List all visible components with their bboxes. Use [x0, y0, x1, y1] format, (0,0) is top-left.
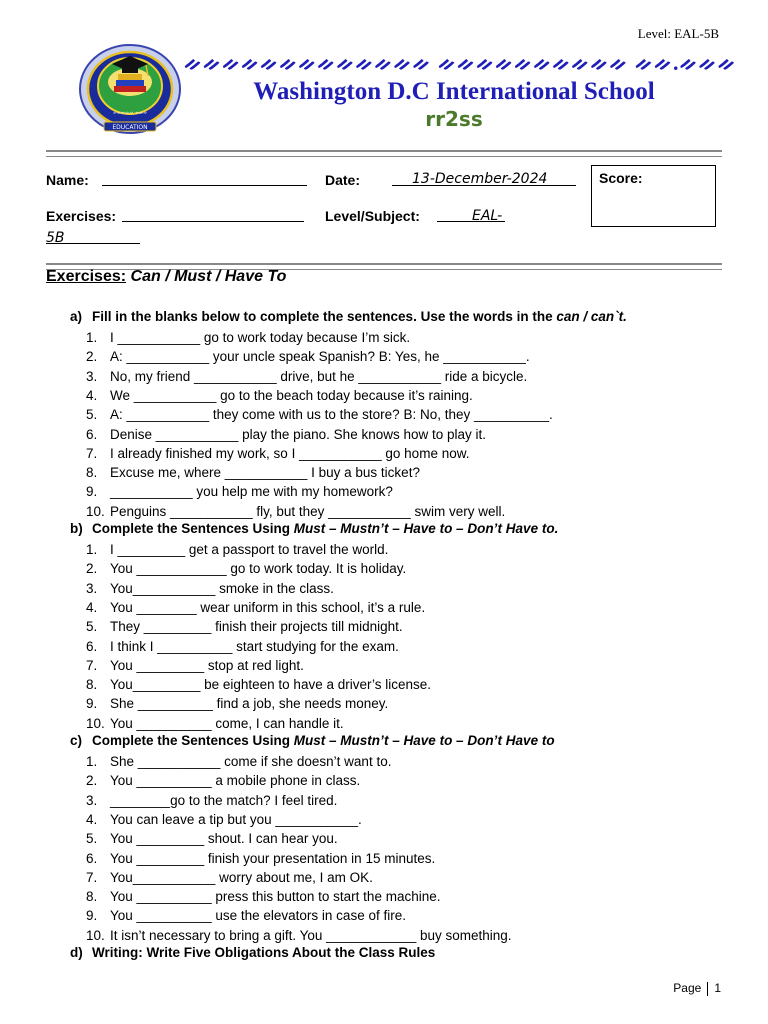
- exercise-item: [86, 868, 373, 887]
- item-text[interactable]: I ___________ go to work today because I’m sick.: [110, 330, 411, 345]
- item-text[interactable]: You_________ be eighteen to have a driver’s license.: [110, 677, 432, 692]
- name-field[interactable]: [102, 171, 307, 186]
- item-text[interactable]: No, my friend ___________ drive, but he ___________ ride a bicycle.: [110, 369, 528, 384]
- exercise-item: [86, 405, 553, 424]
- section-d-heading: [70, 945, 435, 960]
- exercises-title-topic: Can / Must / Have To: [130, 268, 287, 285]
- item-number: 1.: [86, 330, 98, 345]
- item-text[interactable]: ___________ you help me with my homework?: [110, 484, 393, 499]
- item-number: 9.: [86, 908, 98, 923]
- item-number: 6.: [86, 427, 98, 442]
- exercise-item: [86, 540, 388, 559]
- exercise-item: [86, 771, 360, 790]
- exercise-item: [86, 347, 530, 366]
- item-number: 5.: [86, 831, 98, 846]
- item-number: 3.: [86, 369, 98, 384]
- item-text[interactable]: Excuse me, where ___________ I buy a bus ticket?: [110, 465, 420, 480]
- section-letter: b): [70, 521, 83, 536]
- exercise-item: [86, 637, 399, 656]
- section-letter: c): [70, 733, 83, 748]
- section-heading-emphasis: Must – Mustn’t – Have to – Don’t Have to.: [293, 521, 559, 536]
- item-text[interactable]: A: ___________ your uncle speak Spanish? B: Yes, he ___________.: [110, 349, 530, 364]
- exercise-item: [86, 502, 505, 521]
- item-number: 2.: [86, 773, 98, 788]
- school-code: rr2ss: [425, 107, 483, 131]
- item-text[interactable]: You ________ wear uniform in this school, it’s a rule.: [110, 600, 426, 615]
- exercise-item: [86, 482, 393, 501]
- section-a-heading: [70, 309, 627, 324]
- exercise-item: [86, 463, 420, 482]
- item-number: 5.: [86, 619, 98, 634]
- item-text[interactable]: You __________ come, I can handle it.: [110, 716, 344, 731]
- item-number: 5.: [86, 407, 98, 422]
- level-subject-value: EAL-: [472, 208, 503, 224]
- level-subject-label: Level/Subject:: [325, 208, 420, 224]
- section-heading-text: Complete the Sentences Using: [92, 521, 294, 536]
- exercises-label: Exercises:: [46, 208, 117, 224]
- item-number: 3.: [86, 581, 98, 596]
- item-number: 10.: [86, 504, 105, 519]
- exercise-item: [86, 579, 334, 598]
- item-number: 2.: [86, 349, 98, 364]
- item-number: 1.: [86, 754, 98, 769]
- school-name: Washington D.C International School: [253, 78, 655, 105]
- item-text[interactable]: You___________ worry about me, I am OK.: [110, 870, 373, 885]
- exercise-item: [86, 386, 473, 405]
- exercise-item: [86, 791, 337, 810]
- exercise-item: [86, 675, 431, 694]
- section-heading-emphasis: Must – Mustn’t – Have to – Don’t Have to: [293, 733, 555, 748]
- school-name-khmer: ᨀᨀᨀᨀᨀᨀᨀᨀᨀᨀᨀᨀᨀ ᨀᨀᨀᨀᨀᨀᨀᨀᨀᨀ ᨀᨀ.ᨀᨀᨀ: [184, 50, 737, 75]
- exercise-item: [86, 694, 388, 713]
- item-text[interactable]: We ___________ go to the beach today because it’s raining.: [110, 388, 473, 403]
- section-heading-text: Fill in the blanks below to complete the sentences. Use the words in the: [92, 309, 557, 324]
- exercise-item: [86, 617, 403, 636]
- item-text[interactable]: You can leave a tip but you ___________.: [110, 812, 362, 827]
- item-number: 6.: [86, 851, 98, 866]
- exercise-item: [86, 829, 338, 848]
- svg-text:ᨀᨀᨀᨀᨀ ᨀᨀᨀ: ᨀᨀᨀᨀᨀ ᨀᨀᨀ: [112, 110, 148, 116]
- item-text[interactable]: A: ___________ they come with us to the store? B: No, they __________.: [110, 407, 553, 422]
- footer-separator: [707, 982, 708, 996]
- score-label: Score:: [599, 170, 643, 186]
- exercise-item: [86, 328, 410, 347]
- exercise-item: [86, 887, 440, 906]
- item-text[interactable]: You __________ a mobile phone in class.: [110, 773, 361, 788]
- item-number: 4.: [86, 600, 98, 615]
- date-value: 13-December-2024: [412, 171, 548, 187]
- exercise-item: [86, 656, 304, 675]
- exercise-item: [86, 752, 391, 771]
- item-text[interactable]: They _________ finish their projects till midnight.: [110, 619, 403, 634]
- item-text[interactable]: She __________ find a job, she needs money.: [110, 696, 389, 711]
- exercise-item: [86, 444, 469, 463]
- item-text[interactable]: You _________ shout. I can hear you.: [110, 831, 338, 846]
- score-box[interactable]: [591, 165, 716, 227]
- page-number: 1: [714, 981, 721, 995]
- exercise-item: [86, 849, 435, 868]
- section-c-heading: [70, 733, 555, 748]
- item-text[interactable]: I already finished my work, so I ___________ go home now.: [110, 446, 470, 461]
- item-number: 6.: [86, 639, 98, 654]
- item-number: 4.: [86, 388, 98, 403]
- exercises-title: [46, 268, 286, 286]
- item-number: 7.: [86, 658, 98, 673]
- logo-text: EDUCATION: [112, 124, 148, 131]
- item-text[interactable]: Penguins ___________ fly, but they ___________ swim very well.: [110, 504, 506, 519]
- exercise-item: [86, 714, 344, 733]
- item-text[interactable]: I think I __________ start studying for the exam.: [110, 639, 399, 654]
- item-number: 7.: [86, 446, 98, 461]
- item-number: 9.: [86, 696, 98, 711]
- item-number: 10.: [86, 716, 105, 731]
- item-number: 9.: [86, 484, 98, 499]
- exercises-title-label: Exercises:: [46, 268, 127, 285]
- item-text[interactable]: Denise ___________ play the piano. She knows how to play it.: [110, 427, 487, 442]
- exercise-item: [86, 926, 512, 945]
- school-logo: [76, 42, 184, 136]
- section-heading-text: Writing: Write Five Obligations About the Class Rules: [92, 945, 436, 960]
- exercise-item: [86, 810, 362, 829]
- date-label: Date:: [325, 172, 361, 188]
- item-number: 4.: [86, 812, 98, 827]
- item-number: 10.: [86, 928, 105, 943]
- exercise-item: [86, 906, 406, 925]
- item-text[interactable]: I _________ get a passport to travel the world.: [110, 542, 389, 557]
- section-letter: a): [70, 309, 83, 324]
- item-text[interactable]: You _________ finish your presentation in 15 minutes.: [110, 851, 436, 866]
- exercise-item: [86, 425, 486, 444]
- item-number: 3.: [86, 793, 98, 808]
- level-tag: Level: EAL-5B: [637, 26, 719, 41]
- page-footer: [673, 981, 721, 996]
- exercise-item: [86, 598, 425, 617]
- item-text[interactable]: You _________ stop at red light.: [110, 658, 304, 673]
- section-heading-text: Complete the Sentences Using: [92, 733, 294, 748]
- exercise-item: [86, 367, 527, 386]
- item-text[interactable]: She ___________ come if she doesn’t want to.: [110, 754, 392, 769]
- item-text[interactable]: You __________ press this button to start the machine.: [110, 889, 441, 904]
- item-number: 2.: [86, 561, 98, 576]
- header-divider: [46, 150, 722, 157]
- item-number: 8.: [86, 677, 98, 692]
- exercise-item: [86, 559, 406, 578]
- item-text[interactable]: It isn’t necessary to bring a gift. You ____________ buy something.: [110, 928, 512, 943]
- item-text[interactable]: You ____________ go to work today. It is holiday.: [110, 561, 407, 576]
- section-b-heading: [70, 521, 558, 536]
- item-number: 8.: [86, 889, 98, 904]
- item-text[interactable]: You __________ use the elevators in case of fire.: [110, 908, 406, 923]
- exercises-field[interactable]: [122, 207, 304, 222]
- item-number: 7.: [86, 870, 98, 885]
- name-label: Name:: [46, 172, 89, 188]
- item-text[interactable]: You___________ smoke in the class.: [110, 581, 334, 596]
- page-label: Page: [673, 981, 702, 995]
- section-letter: d): [70, 945, 83, 960]
- level-subject-value-cont: 5B: [46, 230, 65, 246]
- item-text[interactable]: ________go to the match? I feel tired.: [110, 793, 338, 808]
- item-number: 8.: [86, 465, 98, 480]
- section-heading-emphasis: can / can`t.: [556, 309, 627, 324]
- item-number: 1.: [86, 542, 98, 557]
